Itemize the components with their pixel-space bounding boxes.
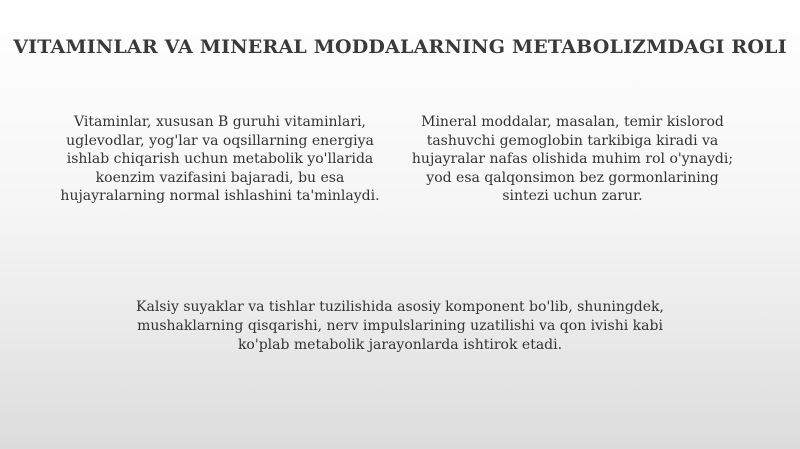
vitamins-paragraph: Vitaminlar, xususan B guruhi vitaminlari, uglevodlar, yog'lar va oqsillarning energiya ishlab chiqarish uchun metabolik yo'llarida koenzim vazifasini bajaradi, bu esa hujayralarning normal ishlashini ta'minlaydi. [60,114,380,204]
calcium-paragraph: Kalsiy suyaklar va tishlar tuzilishida asosiy komponent bo'lib, shuningdek, mushaklarning qisqarishi, nerv impulslarining uzatilishi va qon ivishi kabi ko'plab metabolik jarayonlarda ishtirok etadi. [136,299,664,353]
minerals-paragraph: Mineral moddalar, masalan, temir kislorod tashuvchi gemoglobin tarkibiga kiradi va hujayralar nafas olishida muhim rol o'ynaydi; yod esa qalqonsimon bez gormonlarining sintezi uchun zarur. [411,114,734,204]
slide-title: VITAMINLAR VA MINERAL MODDALARNING METABOLIZMDAGI ROLI [13,36,787,58]
